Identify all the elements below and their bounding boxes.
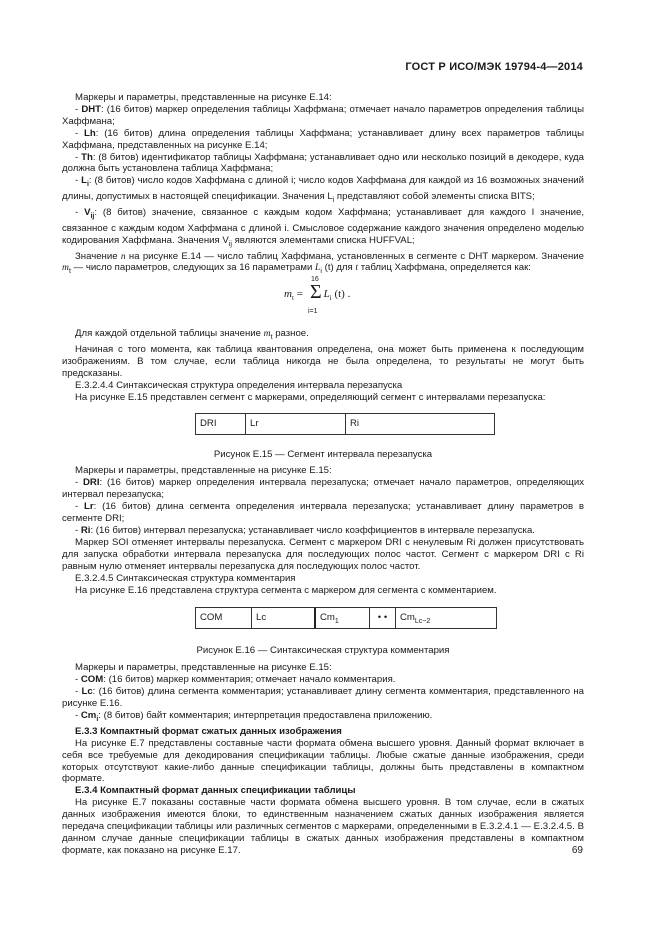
definition-li: - $L_i$: (8 битов) число кодов Хаффмана с длиной i; число кодов Хаффмана для каждой из 16 возможных значений длины, допустимых в настоящей спецификации. Значения $L_i$ представляют собой элементы списка BITS; [62,175,584,205]
section-heading: Е.3.3 Компактный формат сжатых данных изображения [75,725,342,737]
paragraph: На рисунке Е.15 представлен сегмент с маркерами, определяющий сегмент с интервалами перезапуска: [75,391,546,403]
formula-lhs: $m_t = L_i$ (t) . [284,288,351,303]
segment-cell: Ri [350,417,360,429]
segment-cell: Lc [252,608,316,628]
segment-diagram [195,607,497,629]
segment-cell: $Cm_1$ [316,608,370,628]
paragraph-n-value: Значение n на рисунке Е.14 — число таблиц Хаффмана, установленных в сегменте с DHT маркером. Значение $m_t$ — число параметров, следующих за 16 параметрами $L_i$ (t) для t таблиц Хаффмана, определяется как: [62,250,584,276]
paragraph: Маркеры и параметры, представленные на рисунке Е.15: [75,465,332,477]
formula-mt [62,276,584,323]
segment-cell: Lr [246,414,346,434]
figure-caption: Рисунок Е.16 — Синтаксическая структура комментария [196,645,450,657]
segment-cell: $Cm_{Lc-2}$ [400,612,431,626]
section-heading: Е.3.2.4.5 Синтаксическая структура комментария [75,572,296,584]
paragraph: Маркер SOI отменяет интервалы перезапуска. Сегмент с маркером DRI с ненулевым Ri должен присутствовать для запуска обработки интервала перезапуска для последующих полос частот. Сегмент с маркером DRI с Ri равным нулю отменяет интервалы перезапуска для последующих полос частот. [62,536,584,572]
paragraph: Маркеры и параметры, представленные на рисунке Е.15: [75,662,332,674]
segment-cell: DRI [196,414,246,434]
definition-dri: - DRI: (16 битов) маркер определения интервала перезапуска; отмечает начало параметров, определяющих интервал перезапуска; [62,477,584,501]
paragraph: Маркеры и параметры, представленные на рисунке Е.14: [75,92,332,103]
figure-e15 [62,413,584,449]
definition-lh: - Lh: (16 битов) длина определения таблицы Хаффмана; устанавливает длину всех параметров таблицы Хаффмана, представленных на рисунке Е.14; [62,127,584,151]
definition-lr: - Lr: (16 битов) длина сегмента определения интервала перезапуска; устанавливает длину параметров в сегменте DRI; [62,501,584,525]
paragraph: На рисунке Е.7 представлены составные части формата обмена высшего уровня. Данный формат включает в себя все требуемые для декодирования спецификации таблицы. Любые сжатые данные изображения, среди которых отсутствуют какие-либо данные спецификации таблицы, должны быть представлены в компактном формате. [62,737,584,785]
paragraph: На рисунке Е.7 показаны составные части формата обмена высшего уровня. В том случае, если в сжатых данных изображения имеются блоки, то единственным назначением сжатых данных изображения является передача спецификации таблицы или различных сегментов с маркерами, определенными в Е.3.2.4.1 — Е.3.2.4.5. В данном случае данные спецификации таблицы в сжатых данных изображения представлены в компактном формате, как показано на рисунке Е.17. [62,797,584,856]
sum-lower-limit: i=1 [308,308,318,316]
section-heading: Е.3.2.4.4 Синтаксическая структура определения интервала перезапуска [75,379,403,391]
segment-diagram [195,413,495,435]
figure-e16 [62,607,584,645]
ellipsis: • • [370,608,396,628]
paragraph: Начиная с того момента, как таблица квантования определена, она может быть применена к последующим изображениям. В том случае, если таблица никогда не была определена, то результаты не могут быть предсказаны. [62,344,584,379]
figure-caption: Рисунок Е.15 — Сегмент интервала перезапуска [213,448,433,460]
definition-ri: - Ri: (16 битов) интервал перезапуска; устанавливает число коэффициентов в интервале перезапуска. [75,525,535,536]
sum-symbol: Σ [310,281,322,304]
definition-vij: - $V_{ij}$: (8 битов) значение, связанное с каждым кодом Хаффмана; устанавливает для каждого I значение, связанное с каждым кодом Хаффмана с длиной i. Смысловое содержание каждого значения определено моделью кодирования Хаффмана. Значения $V_{ij}$ являются элементами списка HUFFVAL; [62,206,584,248]
page-number: 69 [571,845,583,856]
paragraph: Для каждой отдельной таблицы значение $m_t$ разное. [75,328,309,342]
standard-header: ГОСТ Р ИСО/МЭК 19794-4—2014 [405,61,583,73]
page-body [62,92,584,857]
definition-cmi: - $Cm_i$: (8 битов) байт комментария; интерпретация предоставлена приложению. [75,709,433,723]
definition-lc: - Lc: (16 битов) длина сегмента комментария; устанавливает длину сегмента комментария, представленного на рисунке Е.16. [62,686,584,710]
definition-com: - COM: (16 битов) маркер комментария; отмечает начало комментария. [75,674,396,686]
section-heading: Е.3.4 Компактный формат данных спецификации таблицы [75,785,356,797]
paragraph: На рисунке Е.16 представлена структура сегмента с маркером для сегмента с комментарием. [75,584,497,596]
definition-dht: - DHT: (16 битов) маркер определения таблицы Хаффмана; отмечает начало параметров определения таблицы Хаффмана; [62,103,584,127]
segment-cell: COM [196,608,252,628]
definition-th: - Th: (8 битов) идентификатор таблицы Хаффмана; устанавливает одно или несколько позиций в декодере, куда должна быть установлена таблица Хаффмана; [62,151,584,175]
sum-upper-limit: 16 [311,276,319,284]
